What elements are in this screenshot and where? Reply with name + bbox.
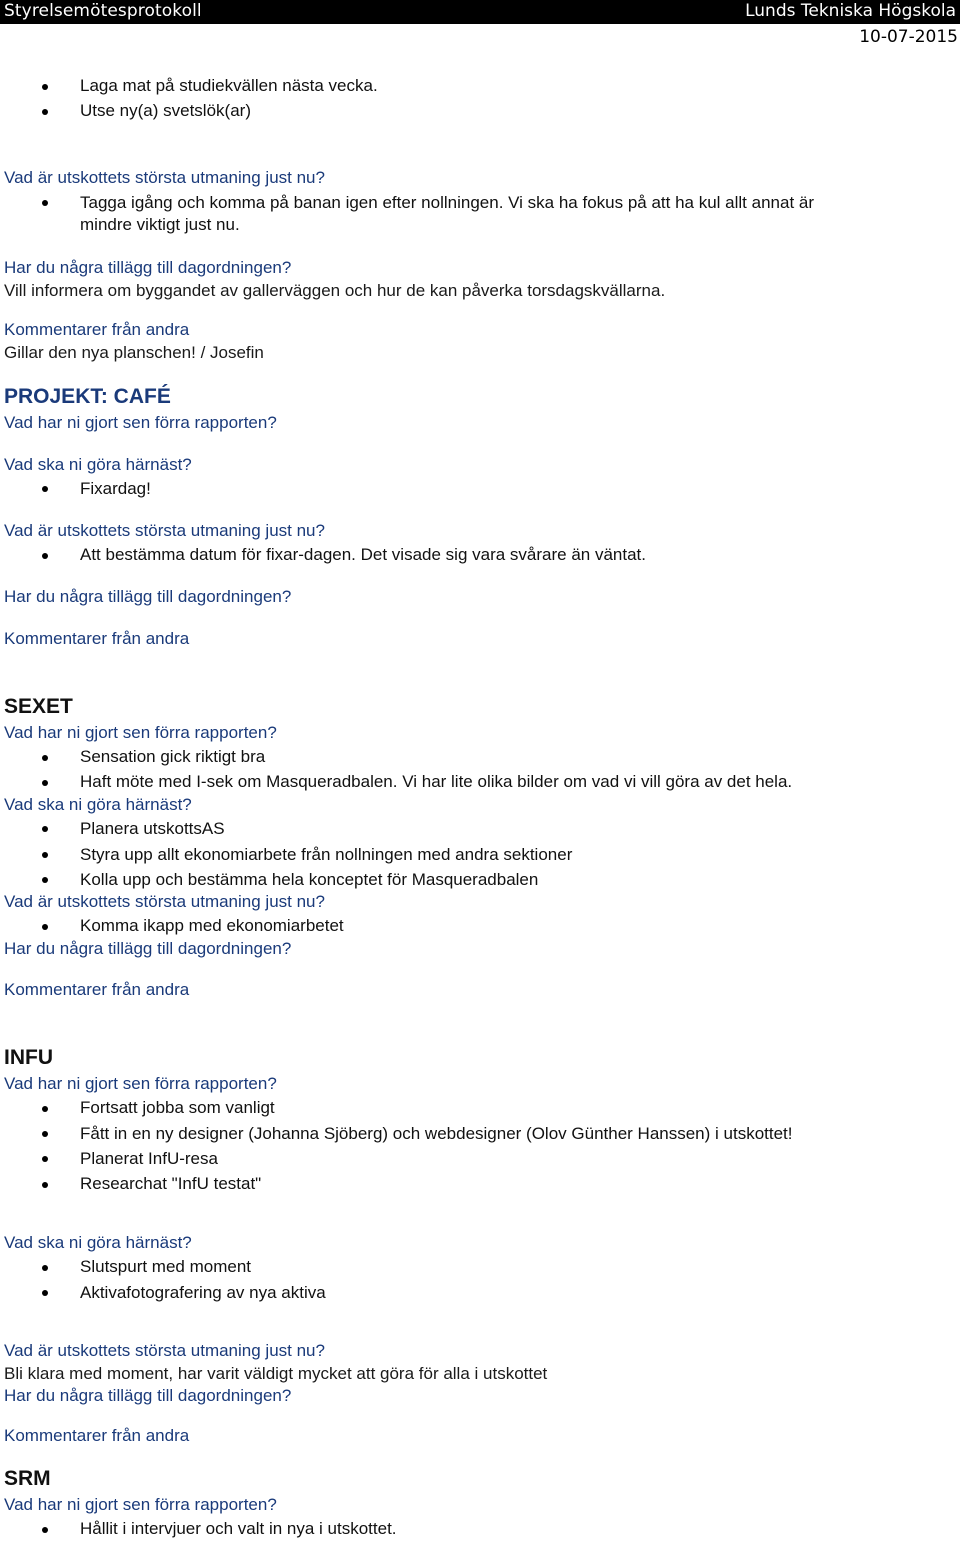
bullet-icon <box>42 1106 48 1112</box>
section-heading-infu: INFU <box>4 1046 53 1069</box>
list-item: Planerat InfU-resa <box>80 1149 218 1168</box>
question-harnast: Vad ska ni göra härnäst? <box>4 795 192 814</box>
bullet-icon <box>42 1131 48 1137</box>
section-heading-srm: SRM <box>4 1467 51 1490</box>
bullet-icon <box>42 1527 48 1533</box>
question-utmaning: Vad är utskottets största utmaning just nu? <box>4 521 325 540</box>
list-item: Planera utskottsAS <box>80 819 225 838</box>
question-harnast: Vad ska ni göra härnäst? <box>4 1233 192 1252</box>
list-item: Haft möte med I-sek om Masqueradbalen. Vi har lite olika bilder om vad vi vill göra av det hela. <box>80 772 793 791</box>
question-harnast: Vad ska ni göra härnäst? <box>4 455 192 474</box>
bullet-icon <box>42 1290 48 1296</box>
bullet-icon <box>42 1182 48 1188</box>
list-item: Laga mat på studiekvällen nästa vecka. <box>80 76 378 95</box>
list-item: Aktivafotografering av nya aktiva <box>80 1283 326 1302</box>
list-item: Sensation gick riktigt bra <box>80 747 266 766</box>
bullet-icon <box>42 486 48 492</box>
list-item: Komma ikapp med ekonomiarbetet <box>80 916 344 935</box>
bullet-icon <box>42 200 48 206</box>
question-kommentarer: Kommentarer från andra <box>4 1426 190 1445</box>
list-item: Fixardag! <box>80 479 151 498</box>
bullet-icon <box>42 1265 48 1271</box>
question-tillagg: Har du några tillägg till dagordningen? <box>4 939 292 958</box>
question-gjort: Vad har ni gjort sen förra rapporten? <box>4 723 277 742</box>
section-heading-cafe: PROJEKT: CAFÉ <box>4 385 171 408</box>
question-tillagg: Har du några tillägg till dagordningen? <box>4 1386 292 1405</box>
question-kommentarer: Kommentarer från andra <box>4 980 190 999</box>
question-gjort: Vad har ni gjort sen förra rapporten? <box>4 1495 277 1514</box>
list-item: Utse ny(a) svetslök(ar) <box>80 101 251 120</box>
list-item: Kolla upp och bestämma hela konceptet för Masqueradbalen <box>80 870 539 889</box>
bullet-icon <box>42 780 48 786</box>
section-heading-sexet: SEXET <box>4 695 73 718</box>
question-gjort: Vad har ni gjort sen förra rapporten? <box>4 1074 277 1093</box>
question-tillagg: Har du några tillägg till dagordningen? <box>4 258 292 277</box>
question-kommentarer: Kommentarer från andra <box>4 320 190 339</box>
question-utmaning: Vad är utskottets största utmaning just nu? <box>4 892 325 911</box>
bullet-icon <box>42 109 48 115</box>
question-gjort: Vad har ni gjort sen förra rapporten? <box>4 413 277 432</box>
answer-text: Gillar den nya planschen! / Josefin <box>4 343 264 362</box>
bullet-icon <box>42 877 48 883</box>
answer-text: Vill informera om byggandet av gallerväggen och hur de kan påverka torsdagskvällarna. <box>4 281 666 300</box>
list-item-continued: mindre viktigt just nu. <box>80 215 240 234</box>
list-item: Slutspurt med moment <box>80 1257 252 1276</box>
question-utmaning: Vad är utskottets största utmaning just nu? <box>4 168 325 187</box>
list-item: Tagga igång och komma på banan igen efter nollningen. Vi ska ha fokus på att ha kul allt annat är <box>80 193 815 212</box>
page-header <box>0 0 960 52</box>
bullet-icon <box>42 924 48 930</box>
question-tillagg: Har du några tillägg till dagordningen? <box>4 587 292 606</box>
list-item: Researchat "InfU testat" <box>80 1174 262 1193</box>
bullet-icon <box>42 84 48 90</box>
bullet-icon <box>42 1156 48 1162</box>
document-title: Styrelsemötesprotokoll <box>4 1 202 21</box>
list-item: Hållit i intervjuer och valt in nya i utskottet. <box>80 1519 397 1538</box>
bullet-icon <box>42 553 48 559</box>
list-item: Styra upp allt ekonomiarbete från nollningen med andra sektioner <box>80 845 573 864</box>
answer-text: Bli klara med moment, har varit väldigt mycket att göra för alla i utskottet <box>4 1364 548 1383</box>
list-item: Fått in en ny designer (Johanna Sjöberg) och webdesigner (Olov Günther Hanssen) i utskottet! <box>80 1124 793 1143</box>
institution-name: Lunds Tekniska Högskola <box>745 1 956 21</box>
document-date: 10-07-2015 <box>859 27 958 47</box>
list-item: Fortsatt jobba som vanligt <box>80 1098 275 1117</box>
bullet-icon <box>42 755 48 761</box>
bullet-icon <box>42 852 48 858</box>
question-kommentarer: Kommentarer från andra <box>4 629 190 648</box>
list-item: Att bestämma datum för fixar-dagen. Det visade sig vara svårare än väntat. <box>80 545 646 564</box>
bullet-icon <box>42 826 48 832</box>
question-utmaning: Vad är utskottets största utmaning just nu? <box>4 1341 325 1360</box>
